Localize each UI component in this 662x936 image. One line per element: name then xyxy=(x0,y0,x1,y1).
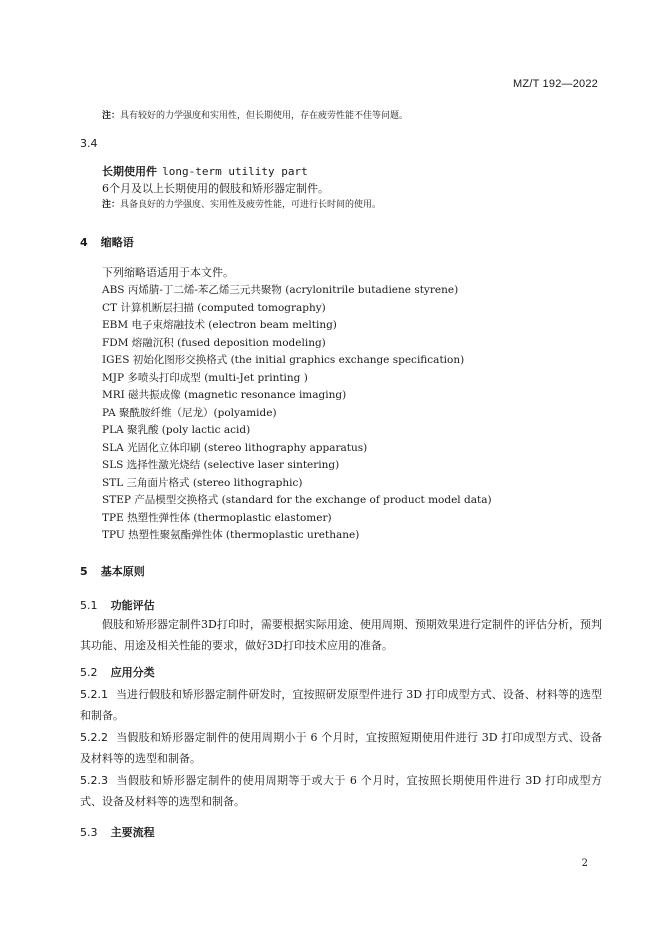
abbreviation-item: STL 三角面片格式 (stereo lithographic) xyxy=(102,476,303,489)
section-5-1-title: 功能评估 xyxy=(110,599,155,612)
abbreviation-item: SLA 光固化立体印刷 (stereo lithography apparatus) xyxy=(102,441,368,454)
clause-5-2-2-text: 当假肢和矫形器定制件的使用周期小于 6 个月时，宜按照短期使用件进行 3D 打印成型方式、设备及材料等的选型和制备。 xyxy=(80,731,602,765)
section-5-3-title: 主要流程 xyxy=(110,826,155,839)
clause-5-2-3 xyxy=(80,770,602,812)
note-text: 具有较好的力学强度和实用性，但长期使用，存在疲劳性能不佳等问题。 xyxy=(120,111,409,121)
abbreviation-item: PLA 聚乳酸 (poly lactic acid) xyxy=(102,424,251,436)
abbreviation-item: STEP 产品模型交换格式 (standard for the exchange of product model data) xyxy=(102,494,492,506)
term-definition: 6个月及以上长期使用的假肢和矫形器定制件。 xyxy=(102,182,329,195)
abbreviation-item: MRI 磁共振成像 (magnetic resonance imaging) xyxy=(102,389,347,401)
term-title xyxy=(102,160,308,179)
term-zh: 长期使用件 xyxy=(102,165,157,178)
abbreviation-item: ABS 丙烯腈-丁二烯-苯乙烯三元共聚物 (acrylonitrile butadiene styrene) xyxy=(102,284,459,296)
abbreviation-item: MJP 多喷头打印成型 (multi-Jet printing ) xyxy=(102,371,308,384)
section-5-1-text: 假肢和矫形器定制件3D打印时，需要根据实际用途、使用周期、预期效果进行定制件的评估分析，预判其功能、用途及相关性能的要求，做好3D打印技术应用的准备。 xyxy=(80,618,602,652)
term-en: long-term utility part xyxy=(162,165,308,178)
section-5-title: 基本原则 xyxy=(100,565,145,578)
clause-5-2-2-number: 5.2.2 xyxy=(80,731,108,744)
abbreviation-item: TPE 热塑性弹性体 (thermoplastic elastomer) xyxy=(102,511,332,524)
abbreviation-item: PA 聚酰胺纤维（尼龙）(polyamide) xyxy=(102,406,277,419)
section-5-1-number: 5.1 xyxy=(80,599,98,612)
section-5-3-number: 5.3 xyxy=(80,826,98,839)
term-note-label: 注： xyxy=(102,200,121,210)
term-note-text: 具备良好的力学强度、实用性及疲劳性能，可进行长时间的使用。 xyxy=(120,200,382,210)
section-5-2-title: 应用分类 xyxy=(110,666,155,679)
section-4-number: 4 xyxy=(80,236,88,249)
clause-5-2-3-number: 5.2.3 xyxy=(80,774,108,787)
page-number: 2 xyxy=(581,858,588,869)
abbreviation-item: EBM 电子束熔融技术 (electron beam melting) xyxy=(102,319,337,331)
abbreviation-item: IGES 初始化图形交换格式 (the initial graphics exchange specification) xyxy=(102,354,465,366)
clause-5-2-1-number: 5.2.1 xyxy=(80,688,108,701)
section-4-title: 缩略语 xyxy=(100,236,134,249)
note-label: 注： xyxy=(102,111,121,121)
clause-5-2-2 xyxy=(80,727,602,769)
term-number: 3.4 xyxy=(80,137,98,150)
term-note xyxy=(102,197,381,210)
section-5-3-heading xyxy=(80,821,155,840)
section-5-1-heading xyxy=(80,594,155,613)
section-5-2-heading xyxy=(80,661,155,680)
document-number: MZ/T 192—2022 xyxy=(513,78,598,90)
clause-5-2-1-text: 当进行假肢和矫形器定制件研发时，宜按照研发原型件进行 3D 打印成型方式、设备、材料等的选型和制备。 xyxy=(80,688,602,722)
clause-5-2-1 xyxy=(80,684,602,726)
abbreviations-intro: 下列缩略语适用于本文件。 xyxy=(102,266,234,279)
section-5-heading xyxy=(80,560,145,579)
abbreviation-item: CT 计算机断层扫描 (computed tomography) xyxy=(102,301,326,314)
section-4-heading xyxy=(80,231,134,250)
note-top xyxy=(102,108,408,121)
section-5-2-number: 5.2 xyxy=(80,666,98,679)
clause-5-2-3-text: 当假肢和矫形器定制件的使用周期等于或大于 6 个月时，宜按照长期使用件进行 3D 打印成型方式、设备及材料等的选型和制备。 xyxy=(80,774,602,808)
abbreviation-item: FDM 熔融沉积 (fused deposition modeling) xyxy=(102,336,326,349)
abbreviation-item: SLS 选择性激光烧结 (selective laser sintering) xyxy=(102,459,340,471)
section-5-number: 5 xyxy=(80,565,88,578)
abbreviation-item: TPU 热塑性聚氨酯弹性体 (thermoplastic urethane) xyxy=(102,529,360,541)
